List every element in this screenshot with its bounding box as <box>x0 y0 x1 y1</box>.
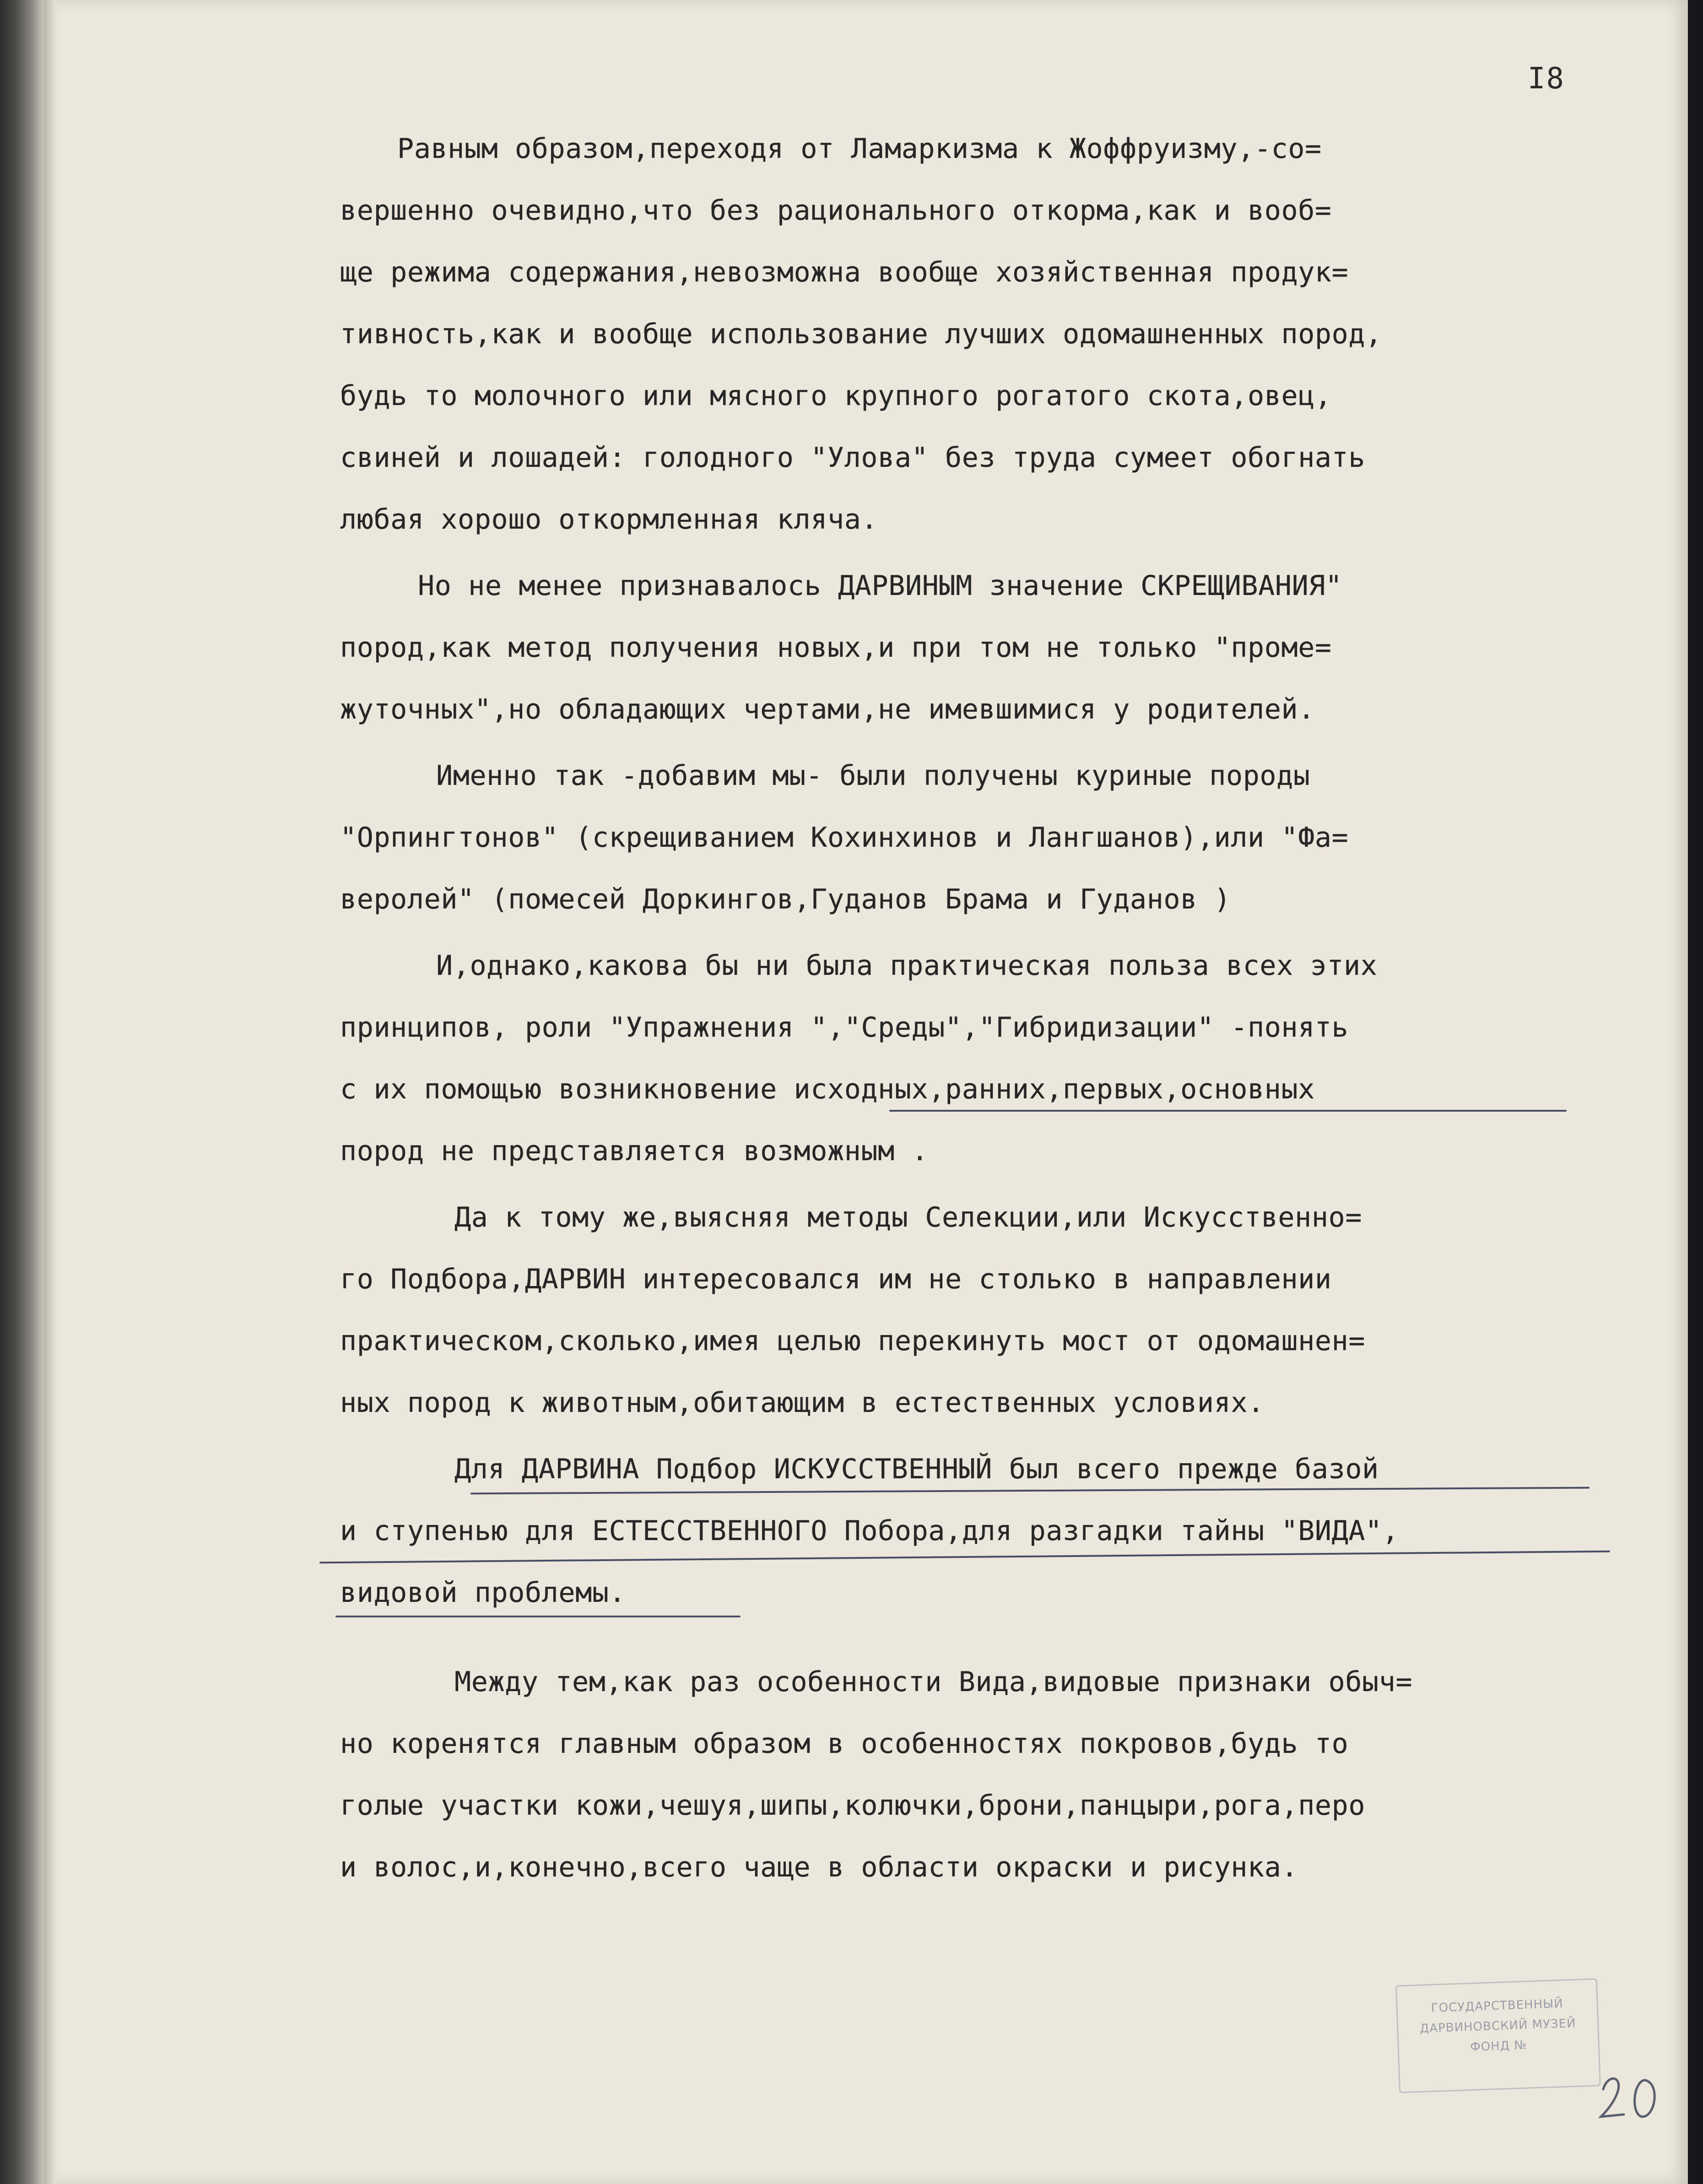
text-line: будь то молочного или мясного крупного рогатого скота,овец, <box>340 380 1332 412</box>
text-line: пород,как метод получения новых,и при том не только "проме= <box>340 632 1332 664</box>
text-line: Именно так -добавим мы- были получены куриные породы <box>436 760 1310 792</box>
text-line: Да к тому же,выясняя методы Селекции,или Искусственно= <box>454 1201 1362 1233</box>
text-line: тивность,как и вообще использование лучших одомашненных пород, <box>340 318 1382 350</box>
stamp-line: ФОНД № <box>1470 2038 1527 2054</box>
stamp-line: ДАРВИНОВСКИЙ МУЗЕЙ <box>1419 2016 1576 2036</box>
text-line: жуточных",но обладающих чертами,не имевшимися у родителей. <box>340 693 1315 725</box>
text-body <box>56 0 1688 2184</box>
underline <box>335 1616 741 1617</box>
text-line: Но не менее признавалось ДАРВИНЫМ значение СКРЕЩИВАНИЯ" <box>418 570 1342 602</box>
text-line: но коренятся главным образом в особенностях покровов,будь то <box>340 1728 1349 1760</box>
text-line: видовой проблемы. <box>340 1577 626 1609</box>
text-line: с их помощью возникновение исходных,ранних,первых,основных <box>340 1073 1315 1105</box>
archive-stamp <box>1395 1978 1601 2093</box>
underline <box>889 1110 1567 1112</box>
text-line: вершенно очевидно,что без рационального откорма,как и вооб= <box>340 195 1332 227</box>
handwritten-sheet-number <box>1599 2071 1667 2121</box>
binding-edge <box>43 0 57 2184</box>
text-line: пород не представляется возможным . <box>340 1135 929 1167</box>
text-line: и волос,и,конечно,всего чаще в области окраски и рисунка. <box>340 1851 1298 1883</box>
text-line: Для ДАРВИНА Подбор ИСКУССТВЕННЫЙ был всего прежде базой <box>454 1453 1379 1485</box>
text-line: ных пород к животным,обитающим в естественных условиях. <box>340 1387 1265 1419</box>
text-line: голые участки кожи,чешуя,шипы,колючки,брони,панцыри,рога,перо <box>340 1789 1366 1822</box>
page-number: I8 <box>1528 62 1565 96</box>
text-line: веролей" (помесей Доркингов,Гуданов Брама и Гуданов ) <box>340 883 1231 915</box>
text-line: и ступенью для ЕСТЕССТВЕННОГО Побора,для разгадки тайны "ВИДА", <box>340 1515 1399 1547</box>
book-binding <box>0 0 43 2184</box>
text-line: практическом,сколько,имея целью перекинуть мост от одомашнен= <box>340 1325 1366 1357</box>
typewritten-page <box>56 0 1688 2184</box>
text-line: свиней и лошадей: голодного "Улова" без труда сумеет обогнать <box>340 442 1366 474</box>
text-line: любая хорошо откормленная кляча. <box>340 503 878 535</box>
text-line: "Орпингтонов" (скрещиванием Кохинхинов и Лангшанов),или "Фа= <box>340 822 1349 854</box>
text-line: И,однако,какова бы ни была практическая польза всех этих <box>436 950 1378 982</box>
text-line: го Подбора,ДАРВИН интересовался им не столько в направлении <box>340 1263 1332 1295</box>
text-line: Равным образом,переходя от Ламаркизма к Жоффруизму,-со= <box>397 133 1322 165</box>
stamp-line: ГОСУДАРСТВЕННЫЙ <box>1431 1997 1564 2016</box>
text-line: Между тем,как раз особенности Вида,видовые признаки обыч= <box>454 1666 1413 1698</box>
text-line: ще режима содержания,невозможна вообще хозяйственная продук= <box>340 256 1349 288</box>
text-line: принципов, роли "Упражнения ","Среды","Гибридизации" -понять <box>340 1011 1349 1043</box>
